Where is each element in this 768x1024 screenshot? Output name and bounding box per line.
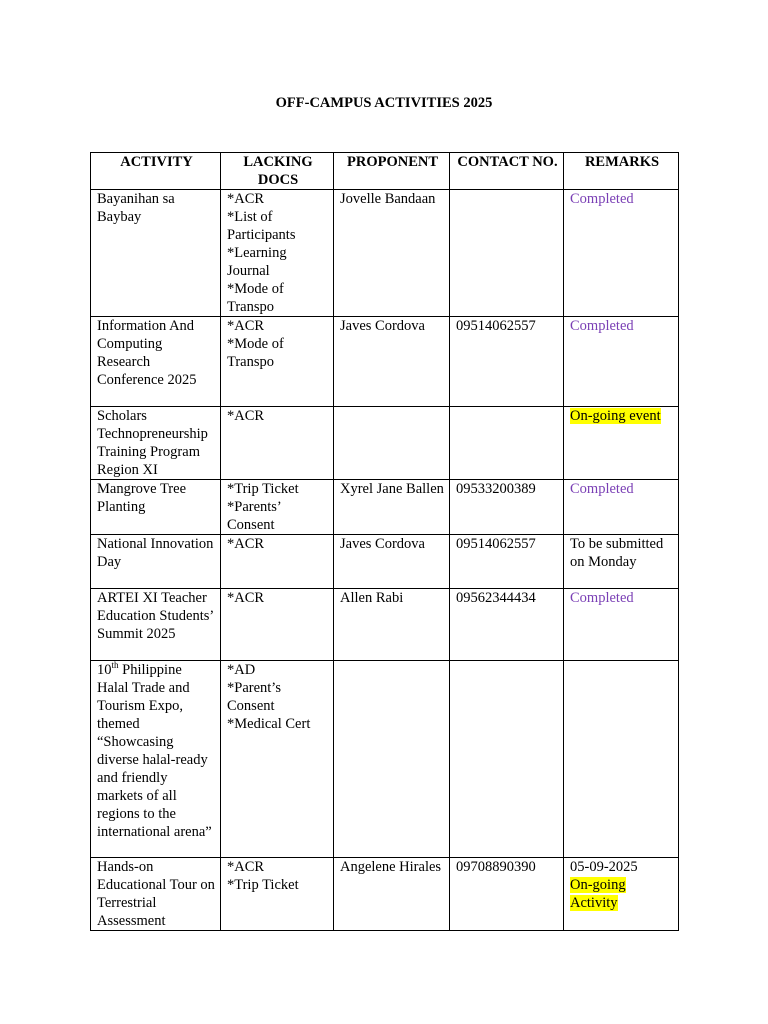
status-ongoing: On-going event <box>570 408 661 424</box>
contact-cell: 09562344434 <box>450 589 564 661</box>
contact-cell <box>450 661 564 858</box>
doc-item: *Parents’ Consent <box>227 499 281 533</box>
activity-cell <box>91 661 221 858</box>
table-row <box>91 407 679 480</box>
doc-item: *ACR <box>227 590 265 606</box>
doc-item: *Trip Ticket <box>227 481 299 497</box>
remark-date: 05-09-2025 <box>570 859 638 875</box>
lacking-docs-cell <box>221 190 334 317</box>
header-activity: ACTIVITY <box>91 153 221 190</box>
remarks-cell <box>564 858 679 931</box>
doc-item: *AD <box>227 662 256 678</box>
table-row <box>91 535 679 589</box>
proponent-cell <box>334 407 450 480</box>
proponent-cell: Allen Rabi <box>334 589 450 661</box>
lacking-docs-cell <box>221 661 334 858</box>
activity-cell: Hands-on Educational Tour on Terrestrial Assessment <box>91 858 221 931</box>
activities-table <box>90 152 679 931</box>
proponent-cell <box>334 661 450 858</box>
table-row <box>91 190 679 317</box>
table-row <box>91 480 679 535</box>
proponent-cell: Javes Cordova <box>334 317 450 407</box>
proponent-cell: Angelene Hirales <box>334 858 450 931</box>
doc-item: *Trip Ticket <box>227 877 299 893</box>
doc-item: *Mode of Transpo <box>227 281 284 315</box>
lacking-docs-cell <box>221 317 334 407</box>
table-row <box>91 858 679 931</box>
table-row <box>91 317 679 407</box>
lacking-docs-cell <box>221 407 334 480</box>
doc-item: *List of Participants <box>227 209 296 243</box>
status-ongoing: On-going Activity <box>570 877 626 911</box>
activity-cell: National Innovation Day <box>91 535 221 589</box>
contact-cell <box>450 190 564 317</box>
status-completed: Completed <box>570 191 634 207</box>
status-completed: Completed <box>570 481 634 497</box>
status-completed: Completed <box>570 590 634 606</box>
table-row <box>91 661 679 858</box>
remarks-cell: To be submitted on Monday <box>564 535 679 589</box>
doc-item: *Learning Journal <box>227 245 287 279</box>
activity-cell: Scholars Technopreneurship Training Program Region XI <box>91 407 221 480</box>
lacking-docs-cell <box>221 535 334 589</box>
remarks-cell <box>564 661 679 858</box>
remarks-cell <box>564 190 679 317</box>
doc-item: *Medical Cert <box>227 716 311 732</box>
ordinal-suffix: th <box>111 660 119 671</box>
contact-cell: 09514062557 <box>450 535 564 589</box>
remarks-cell <box>564 480 679 535</box>
doc-item: *ACR <box>227 536 265 552</box>
doc-item: *Mode of Transpo <box>227 336 284 370</box>
header-lacking-docs: LACKING DOCS <box>221 153 334 190</box>
proponent-cell: Jovelle Bandaan <box>334 190 450 317</box>
proponent-cell: Xyrel Jane Ballen <box>334 480 450 535</box>
proponent-cell: Javes Cordova <box>334 535 450 589</box>
table-row <box>91 589 679 661</box>
doc-item: *ACR <box>227 318 265 334</box>
contact-cell <box>450 407 564 480</box>
activity-ordinal: 10 <box>97 662 112 678</box>
doc-item: *ACR <box>227 408 265 424</box>
doc-item: *ACR <box>227 191 265 207</box>
header-contact: CONTACT NO. <box>450 153 564 190</box>
contact-cell: 09708890390 <box>450 858 564 931</box>
activity-cell: Information And Computing Research Conference 2025 <box>91 317 221 407</box>
remarks-cell <box>564 407 679 480</box>
header-proponent: PROPONENT <box>334 153 450 190</box>
contact-cell: 09514062557 <box>450 317 564 407</box>
activity-cell: Mangrove Tree Planting <box>91 480 221 535</box>
lacking-docs-cell <box>221 858 334 931</box>
remarks-cell <box>564 589 679 661</box>
activity-cell: ARTEI XI Teacher Education Students’ Summit 2025 <box>91 589 221 661</box>
activity-cell: Bayanihan sa Baybay <box>91 190 221 317</box>
contact-cell: 09533200389 <box>450 480 564 535</box>
header-remarks: REMARKS <box>564 153 679 190</box>
remarks-cell <box>564 317 679 407</box>
lacking-docs-cell <box>221 480 334 535</box>
doc-item: *Parent’s Consent <box>227 680 281 714</box>
activity-text: Philippine Halal Trade and Tourism Expo, themed “Showcasing diverse halal-ready and friendly markets of all regions to the international arena” <box>97 662 212 840</box>
doc-item: *ACR <box>227 859 265 875</box>
header-row <box>91 153 679 190</box>
status-completed: Completed <box>570 318 634 334</box>
lacking-docs-cell <box>221 589 334 661</box>
document-title: OFF-CAMPUS ACTIVITIES 2025 <box>275 95 493 111</box>
